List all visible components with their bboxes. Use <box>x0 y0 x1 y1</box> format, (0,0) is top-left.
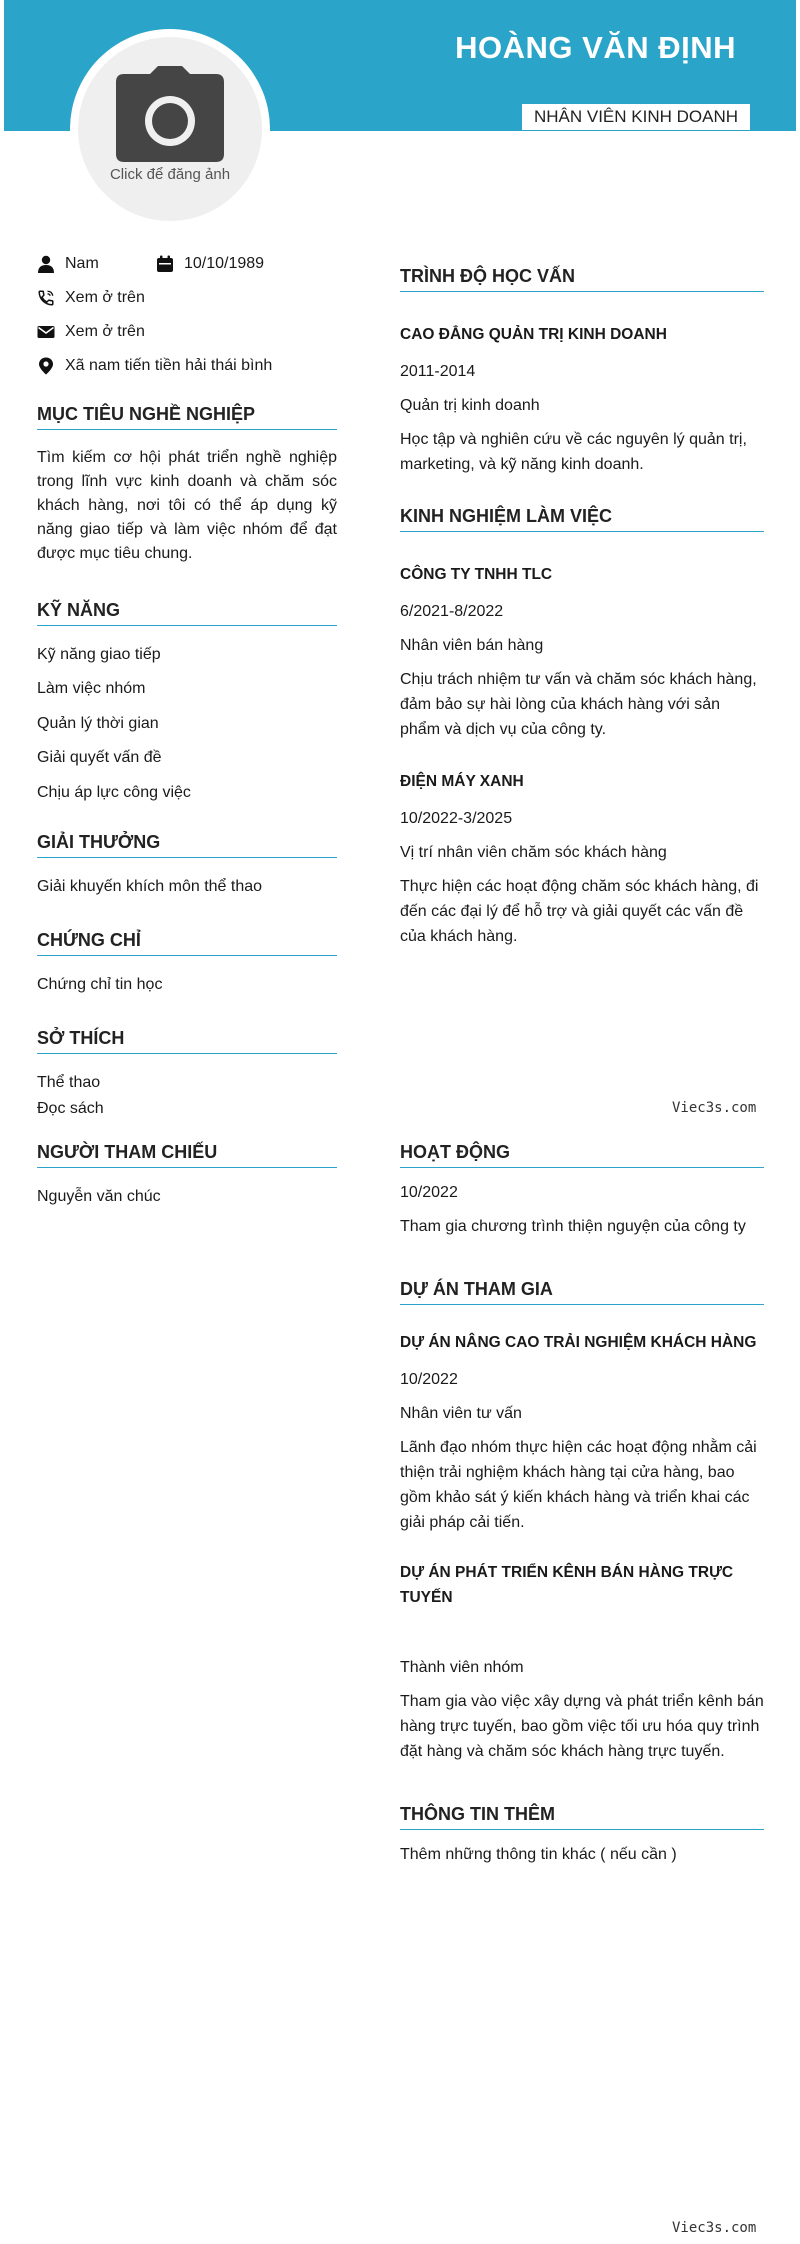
additional-title: THÔNG TIN THÊM <box>400 1804 764 1830</box>
gender-value: Nam <box>65 255 99 272</box>
job-period: 10/2022-3/2025 <box>400 810 513 827</box>
award-item: Giải khuyến khích môn thể thao <box>37 878 263 895</box>
project-description: Lãnh đạo nhóm thực hiện các hoạt động nhằm cải thiện trải nghiệm khách hàng tại cửa hàng, bao gồm khảo sát ý kiến khách hàng và triển khai các giải pháp cải tiến. <box>400 1439 757 1531</box>
skill-item: Chịu áp lực công việc <box>37 784 191 801</box>
job-company: CÔNG TY TNHH TLC <box>400 566 553 583</box>
activities-title: HOẠT ĐỘNG <box>400 1142 764 1168</box>
skill-item: Làm việc nhóm <box>37 680 146 697</box>
job-position: Nhân viên bán hàng <box>400 637 544 654</box>
project-description: Tham gia vào việc xây dựng và phát triển kênh bán hàng trực tuyến, bao gồm việc tối ưu hóa quy trình đặt hàng và chăm sóc khách hàng trực tuyến. <box>400 1693 764 1760</box>
gender-row <box>37 255 99 273</box>
references-title: NGƯỜI THAM CHIẾU <box>37 1142 337 1168</box>
objective-title: MỤC TIÊU NGHỀ NGHIỆP <box>37 404 337 430</box>
skill-item: Kỹ năng giao tiếp <box>37 646 161 663</box>
education-title: TRÌNH ĐỘ HỌC VẤN <box>400 266 764 292</box>
candidate-name: HOÀNG VĂN ĐỊNH <box>455 30 736 65</box>
certificates-title: CHỨNG CHỈ <box>37 930 337 956</box>
activity-date: 10/2022 <box>400 1184 458 1201</box>
watermark: Viec3s.com <box>672 2220 757 2236</box>
photo-upload-label[interactable]: Click để đăng ảnh <box>109 166 231 183</box>
projects-title: DỰ ÁN THAM GIA <box>400 1279 764 1305</box>
education-description: Học tập và nghiên cứu về các nguyên lý quản trị, marketing, và kỹ năng kinh doanh. <box>400 431 747 473</box>
job-period: 6/2021-8/2022 <box>400 603 504 620</box>
camera-icon[interactable] <box>116 66 224 162</box>
additional-text: Thêm những thông tin khác ( nếu cần ) <box>400 1846 677 1863</box>
phone-value: Xem ở trên <box>65 289 145 306</box>
address-row <box>37 357 272 375</box>
project-role: Nhân viên tư vấn <box>400 1405 522 1422</box>
email-row <box>37 323 145 341</box>
job-description: Thực hiện các hoạt động chăm sóc khách hàng, đi đến các đại lý để hỗ trợ và giải quyết các vấn đề của khách hàng. <box>400 878 759 945</box>
activity-description: Tham gia chương trình thiện nguyện của công ty <box>400 1218 746 1235</box>
person-icon <box>37 255 55 273</box>
job-company: ĐIỆN MÁY XANH <box>400 773 524 790</box>
job-title: NHÂN VIÊN KINH DOANH <box>522 104 750 130</box>
experience-title: KINH NGHIỆM LÀM VIỆC <box>400 506 764 532</box>
reference-item: Nguyễn văn chúc <box>37 1188 161 1205</box>
awards-title: GIẢI THƯỞNG <box>37 832 337 858</box>
education-major: Quản trị kinh doanh <box>400 397 540 414</box>
objective-text: Tìm kiếm cơ hội phát triển nghề nghiệp trong lĩnh vực kinh doanh và chăm sóc khách hàng, nơi tôi có thể áp dụng kỹ năng giao tiếp và làm việc nhóm để đạt được mục tiêu chung. <box>37 449 337 562</box>
certificate-item: Chứng chỉ tin học <box>37 976 163 993</box>
birthdate-row <box>156 255 264 273</box>
birthdate-value: 10/10/1989 <box>184 255 265 272</box>
location-pin-icon <box>37 357 55 375</box>
hobbies-title: SỞ THÍCH <box>37 1028 337 1054</box>
email-value: Xem ở trên <box>65 323 145 340</box>
education-period: 2011-2014 <box>400 363 476 380</box>
envelope-icon <box>37 323 55 341</box>
project-role: Thành viên nhóm <box>400 1659 524 1676</box>
address-value: Xã nam tiến tiền hải thái bình <box>65 357 273 374</box>
hobby-item: Thể thao <box>37 1074 101 1091</box>
project-name: DỰ ÁN PHÁT TRIỂN KÊNH BÁN HÀNG TRỰC TUYẾN <box>400 1564 734 1606</box>
skill-item: Quản lý thời gian <box>37 715 159 732</box>
project-name: DỰ ÁN NÂNG CAO TRẢI NGHIỆM KHÁCH HÀNG <box>400 1334 757 1351</box>
project-date: 10/2022 <box>400 1371 458 1388</box>
calendar-icon <box>156 255 174 273</box>
skill-item: Giải quyết vấn đề <box>37 749 162 766</box>
education-school: CAO ĐẲNG QUẢN TRỊ KINH DOANH <box>400 326 667 343</box>
phone-icon <box>37 289 55 307</box>
job-description: Chịu trách nhiệm tư vấn và chăm sóc khách hàng, đảm bảo sự hài lòng của khách hàng với sản phẩm và dịch vụ của công ty. <box>400 671 757 738</box>
job-position: Vị trí nhân viên chăm sóc khách hàng <box>400 844 667 861</box>
hobby-item: Đọc sách <box>37 1100 104 1117</box>
phone-row <box>37 289 145 307</box>
skills-title: KỸ NĂNG <box>37 600 337 626</box>
watermark: Viec3s.com <box>672 1100 757 1116</box>
